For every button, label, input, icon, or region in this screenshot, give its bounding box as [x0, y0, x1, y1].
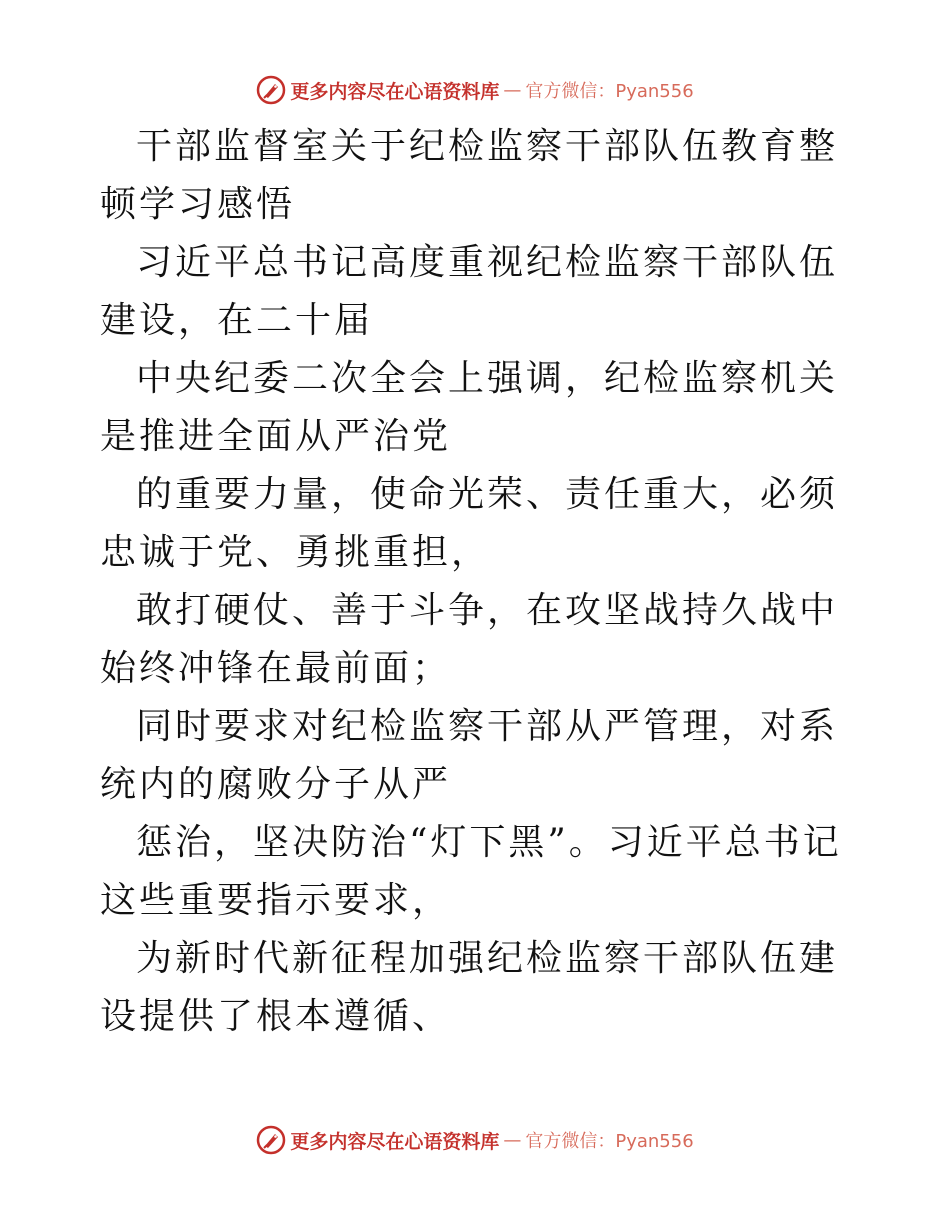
paragraph: 同时要求对纪检监察干部从严管理，对系统内的腐败分子从严 [100, 706, 839, 805]
watermark-contact-text: 官方微信：Pyan556 [525, 1131, 694, 1152]
watermark-brand-text: 更多内容尽在心语资料库 [290, 1130, 500, 1153]
document-title: 干部监督室关于纪检监察干部队伍教育整顿学习感悟 [100, 126, 839, 225]
pen-nib-logo-icon [256, 1125, 286, 1155]
paragraph: 为新时代新征程加强纪检监察干部队伍建设提供了根本遵循、 [100, 938, 839, 1037]
paragraph: 中央纪委二次全会上强调，纪检监察机关是推进全面从严治党 [100, 358, 839, 457]
paragraph: 惩治，坚决防治“灯下黑”。习近平总书记这些重要指示要求， [100, 822, 842, 921]
paragraph: 的重要力量，使命光荣、责任重大，必须忠诚于党、勇挑重担， [100, 474, 839, 573]
pen-nib-logo-icon [256, 75, 286, 105]
watermark-brand-text: 更多内容尽在心语资料库 [290, 80, 500, 103]
watermark-dash: — [503, 79, 522, 101]
header-watermark [0, 74, 950, 106]
watermark-dash: — [503, 1129, 522, 1151]
document-body [100, 118, 850, 1046]
paragraph: 敢打硬仗、善于斗争，在攻坚战持久战中始终冲锋在最前面； [100, 590, 839, 689]
watermark-contact-text: 官方微信：Pyan556 [525, 81, 694, 102]
paragraph: 习近平总书记高度重视纪检监察干部队伍建设，在二十届 [100, 242, 839, 341]
footer-watermark [0, 1124, 950, 1156]
